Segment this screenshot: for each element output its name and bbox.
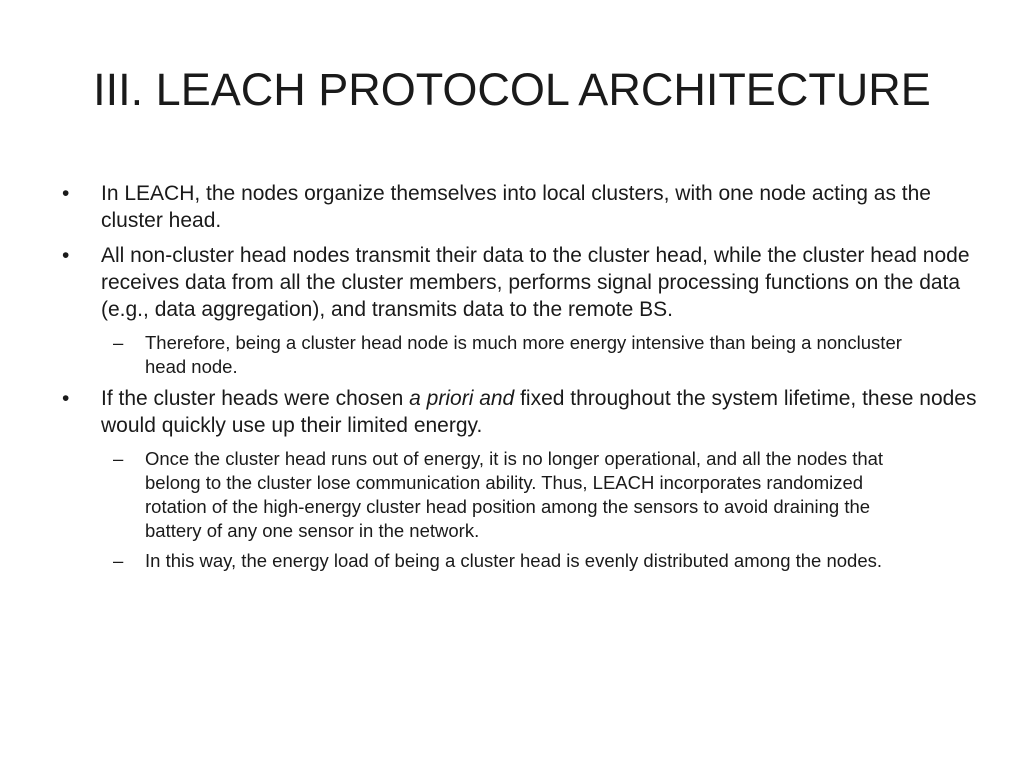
bullet-item-2 <box>60 242 980 323</box>
dash-icon: – <box>113 332 124 353</box>
sub-bullet-item-2-1 <box>60 331 925 379</box>
bullet-icon: • <box>62 387 70 410</box>
bullet-icon: • <box>62 244 70 267</box>
sub-bullet-item-3-2 <box>60 549 925 573</box>
sub-bullet-text: In this way, the energy load of being a cluster head is evenly distributed among the nodes. <box>145 550 883 571</box>
bullet-icon: • <box>62 182 70 205</box>
bullet-list <box>60 180 980 579</box>
bullet-text: In LEACH, the nodes organize themselves into local clusters, with one node acting as the cluster head. <box>101 182 931 232</box>
dash-icon: – <box>113 448 124 469</box>
bullet-text-part: fixed throughout the system lifetime, these nodes would quickly use up their limited energy. <box>101 387 977 437</box>
sub-bullet-text: Therefore, being a cluster head node is much more energy intensive than being a noncluster head node. <box>145 332 902 377</box>
slide-title: III. LEACH PROTOCOL ARCHITECTURE <box>93 64 931 115</box>
bullet-text-part: If the cluster heads were chosen <box>101 387 410 410</box>
bullet-item-3 <box>60 385 980 439</box>
bullet-text: All non-cluster head nodes transmit their data to the cluster head, while the cluster head node receives data from all the cluster members, performs signal processing functions on the data (e.g., data aggregation), and transmits data to the remote BS. <box>101 244 970 321</box>
dash-icon: – <box>113 550 124 571</box>
bullet-item-1 <box>60 180 980 234</box>
bullet-text-italic: a priori and <box>409 387 515 410</box>
sub-bullet-item-3-1 <box>60 447 925 543</box>
sub-bullet-text: Once the cluster head runs out of energy, it is no longer operational, and all the nodes that belong to the cluster lose communication ability. Thus, LEACH incorporates randomized rotation of the high-energy cluster head position among the sensors to avoid draining the battery of any one sensor in the network. <box>145 448 884 541</box>
